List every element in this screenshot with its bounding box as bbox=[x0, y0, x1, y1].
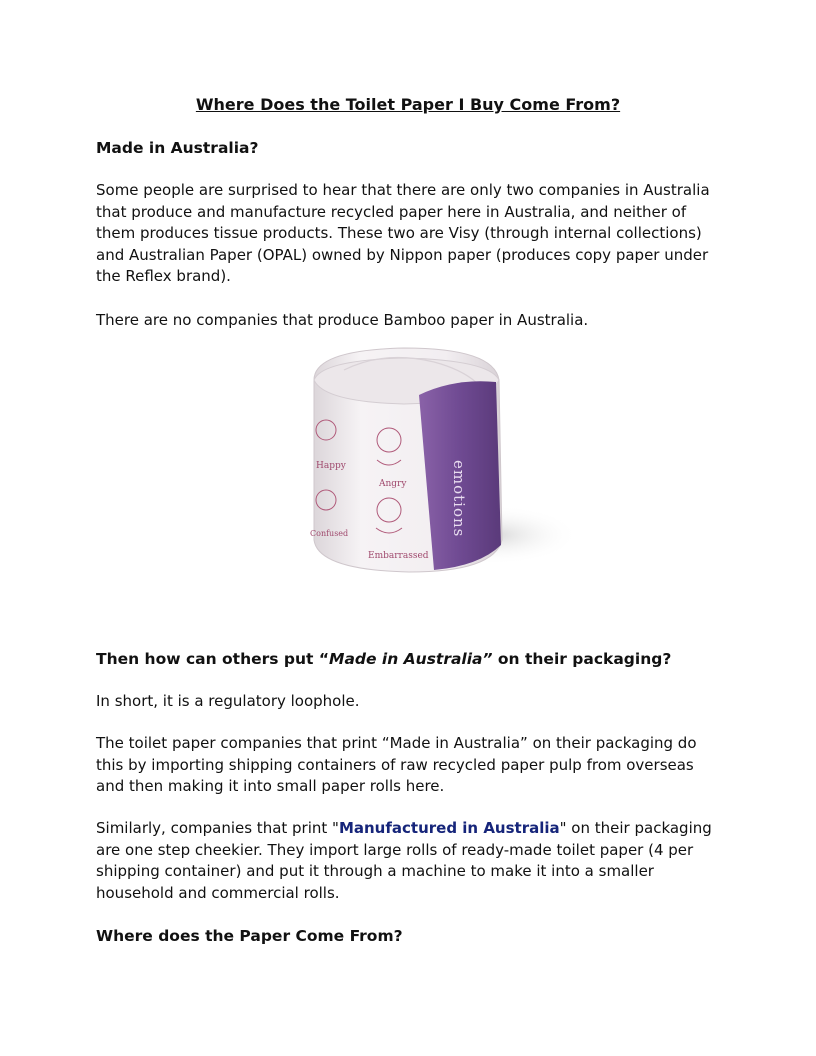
heading-packaging-prefix: Then how can others put “ bbox=[96, 650, 330, 668]
paragraph-manufactured-in-australia bbox=[96, 818, 726, 904]
paragraph-made-in-australia: The toilet paper companies that print “Made in Australia” on their packaging do this by importing shipping containers of raw recycled paper pulp from overseas and then making it into small paper rolls here. bbox=[96, 734, 697, 795]
paragraph-recycled-paper-companies: Some people are surprised to hear that there are only two companies in Australia that produce and manufacture recycled paper here in Australia, and neither of them produces tissue products. These two are Visy (through internal collections) and Australian Paper (OPAL) owned by Nippon paper (produces copy paper under the Reflex brand). bbox=[96, 181, 710, 285]
band-brand-text: emotions bbox=[450, 460, 468, 538]
toilet-roll-illustration bbox=[304, 340, 584, 590]
paragraph-bamboo: There are no companies that produce Bamboo paper in Australia. bbox=[96, 311, 589, 329]
page-title: Where Does the Toilet Paper I Buy Come From? bbox=[195, 95, 621, 114]
para3-prefix: Similarly, companies that print " bbox=[96, 819, 339, 837]
section-heading-paper-source: Where does the Paper Come From? bbox=[96, 927, 403, 945]
toilet-paper-roll-image bbox=[304, 340, 584, 590]
section-heading-packaging bbox=[96, 650, 671, 668]
label-embarrassed: Embarrassed bbox=[368, 551, 429, 561]
label-angry: Angry bbox=[379, 479, 407, 489]
manufactured-in-australia-link[interactable]: Manufactured in Australia bbox=[338, 819, 560, 837]
label-happy: Happy bbox=[316, 461, 346, 471]
heading-packaging-suffix: on their packaging? bbox=[492, 650, 672, 668]
section-heading-made-in-australia: Made in Australia? bbox=[96, 139, 259, 157]
heading-packaging-emphasis: Made in Australia” bbox=[329, 650, 493, 668]
para3-suffix: " on their packaging are one step cheekier. They import large rolls of ready-made toilet paper (4 per shipping container) and put it through a machine to make it into a smaller household and commercial rolls. bbox=[96, 819, 712, 902]
label-confused: Confused bbox=[310, 529, 349, 538]
paragraph-loophole: In short, it is a regulatory loophole. bbox=[96, 692, 360, 710]
